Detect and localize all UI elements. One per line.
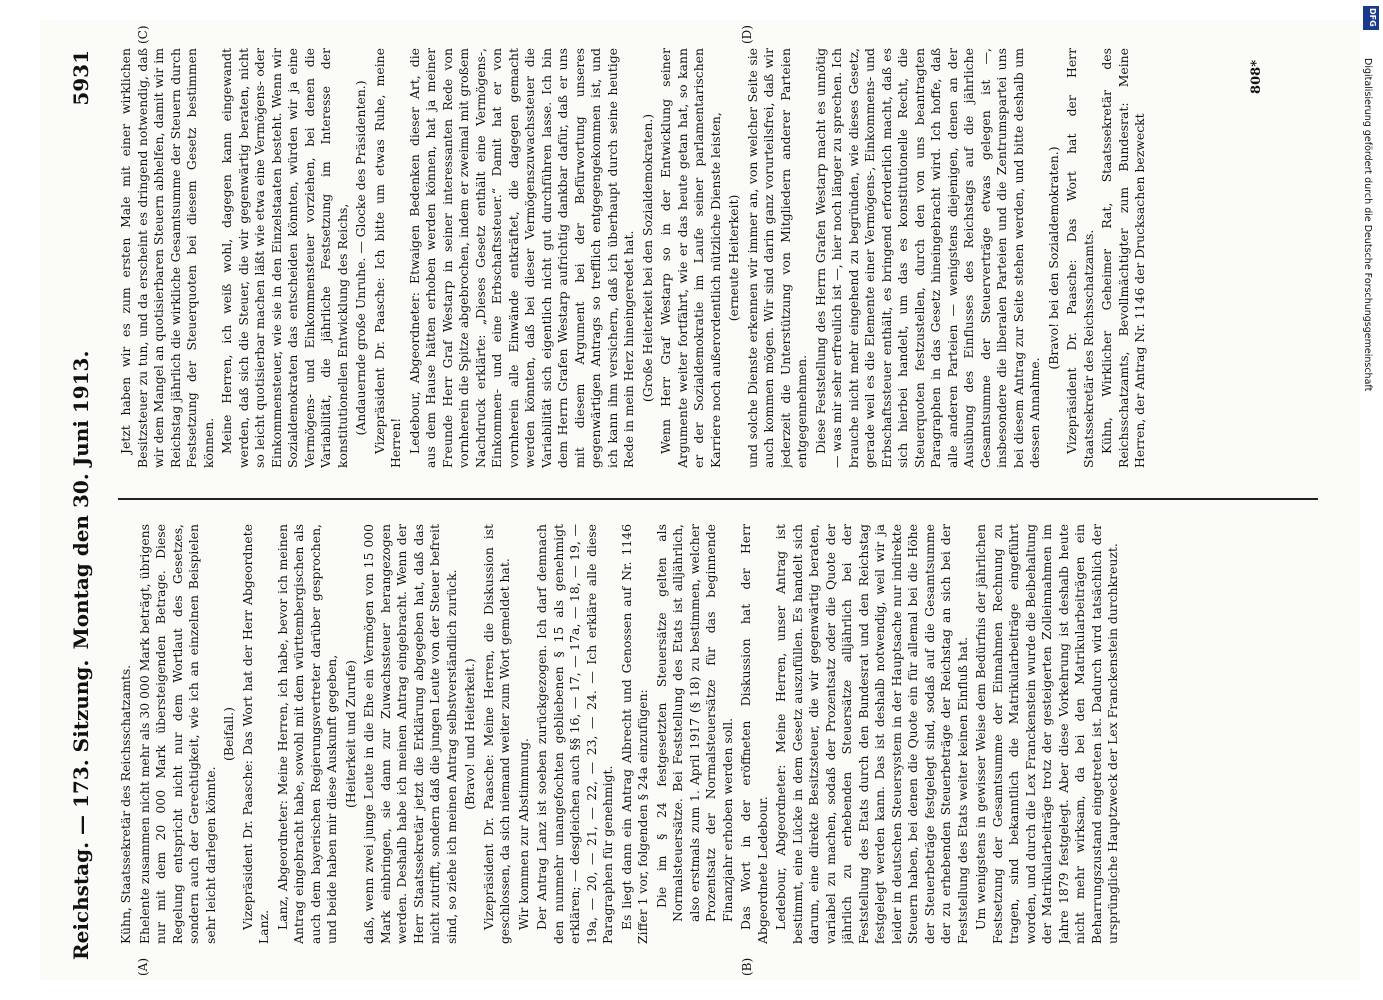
paragraph: und solche Dienste erkennen wir immer an, von welcher Seite sie auch kommen mögen. Wir sind darin ganz vorurteilsfrei, daß wir jederzeit die Unterstützung von Mitgliedern anderer Parteien entgegennehmen. bbox=[744, 48, 809, 468]
interjection: (Bravo! und Heiterkeit.) bbox=[462, 658, 477, 810]
paragraph: Vizepräsident Dr. Paasche: Das Wort hat der Herr Staatssekretär des Reichsschatzamts. bbox=[1064, 48, 1096, 468]
right-column bbox=[118, 48, 1338, 468]
margin-mark-d: (D) bbox=[740, 25, 754, 44]
margin-mark-c: (C) bbox=[136, 25, 150, 44]
interjection: (Andauernde große Unruhe. — Glocke des Präsidenten.) bbox=[353, 80, 368, 436]
paragraph: Wenn Herr Graf Westarp so in der Entwicklung seiner Argumente weiter fortfährt, wie er das heute getan hat, so kann er der Sozialdemokratie im Laufe seiner parlamentarischen Karriere noch außerordentlich nützliche Dienste leisten, bbox=[658, 48, 723, 468]
paragraph: Um wenigstens in gewisser Weise dem Bedürfnis der jährlichen Festsetzung der Gesamtsumme der Einnahmen Rechnung zu tragen, sind bekanntlich die Matrikularbeiträge eingeführt worden, und durch die Lex Franckenstein wurde die Beibehaltung der Matrikularbeiträge trotz der gesteigerten Zolleinnahmen im Jahre 1879 festgelegt. Aber diese Vorkehrung ist deshalb heute nicht mehr wirksam, da bei den Matrikularbeiträgen ein Beharrungszustand eingetreten ist. Dadurch wird tatsächlich der ursprüngliche Hauptzweck der Lex Franckenstein durchkreuzt. bbox=[973, 524, 1120, 944]
running-head-left: Reichstag. — 173. Sitzung. bbox=[69, 659, 93, 960]
scanned-page bbox=[40, 20, 1360, 980]
interjection: (Bravo! bei den Sozialdemokraten.) bbox=[1045, 146, 1061, 370]
dfg-logo-text: DFG bbox=[1368, 8, 1377, 27]
speaker-line: Kühn, Staatssekretär des Reichsschatzamts. bbox=[118, 664, 133, 944]
interjection: (Beifall.) bbox=[221, 707, 236, 761]
interjection: (erneute Heiterkeit) bbox=[726, 194, 741, 322]
paragraph: Der Antrag Lanz ist soeben zurückgezogen. Ich darf demnach den nunmehr unangefochten gebliebenen § 15 als genehmigt erklären; — desgleichen auch §§ 16, — 17, — 17a, — 18, — 19, — 19a, — 20, — 21, — 22, — 23, — 24. — Ich erkläre alle diese Paragraphen für genehmigt. bbox=[534, 524, 615, 944]
paragraph: Vizepräsident Dr. Paasche: Meine Herren, die Diskussion ist geschlossen, da sich niemand weiter zum Wort gemeldet hat. bbox=[480, 524, 512, 944]
page-number: 5931 bbox=[69, 50, 93, 106]
interjection: (Große Heiterkeit bei den Sozialdemokraten.) bbox=[639, 113, 655, 403]
paragraph: Wir kommen zur Abstimmung. bbox=[515, 738, 531, 930]
paragraph: Vizepräsident Dr. Paasche: Ich bitte um etwas Ruhe, meine Herren! bbox=[371, 48, 403, 468]
paragraph: Ledebour, Abgeordneter: Meine Herren, unser Antrag ist bestimmt, eine Lücke in dem Gesetz auszufüllen. Es handelt sich darum, eine direkte Besitzsteuer, die wir gegenwärtig beraten, variabel zu machen, sodaß der Prozentsatz oder die Quote der jährlich zu erhebenden Steuersätze alljährlich bei der Feststellung des Etats durch den Bundesrat und den Reichstag festgelegt werden kann. Das ist deshalb notwendig, weil wir ja leider in deutschen Steuersystem in der Hauptsache nur indirekte Steuern haben, bei denen die Quote ein für allemal bei die Höhe der Steuerbeträge festgelegt sind, sodaß auf die Gesamtsumme der zu erhebenden Steuerbeträge der Reichstag an sich bei der Feststellung des Etats weiter keinen Einfluß hat. bbox=[773, 524, 970, 944]
paragraph: Das Wort in der eröffneten Diskussion hat der Herr Abgeordnete Ledebour. bbox=[738, 524, 770, 944]
margin-mark-a: (A) bbox=[136, 957, 150, 976]
paragraph: Jetzt haben wir es zum ersten Male mit einer wirklichen Besitzsteuer zu tun, und da erscheint es dringend notwendig, daß wir dem Mangel an quotisierbaren Steuern abhelfen, damit wir im Reichstag jährlich die wirkliche Gesamtsumme der Steuern durch Festsetzung der Steuerquoten bei diesem Gesetz bestimmen können. bbox=[118, 48, 216, 468]
paragraph: Vizepräsident Dr. Paasche: Das Wort hat der Herr Abgeordnete Lanz. bbox=[239, 524, 271, 944]
signature-mark: 808* bbox=[1249, 60, 1264, 94]
margin-mark-b: (B) bbox=[740, 957, 754, 976]
digitization-note-text: Digitalisierung gefördert durch die Deutsche Forschungsgemeinschaft bbox=[1362, 58, 1373, 392]
paragraph: Meine Herren, ich weiß wohl, dagegen kann eingewandt werden, daß sich die Steuer, die wir gegenwärtig beraten, nicht so leicht quotisierbar machen läßt wie etwa eine Vermögens- oder Einkommensteuer, wie sie in den Einzelstaaten besteht. Wenn wir Sozialdemokraten das entscheiden könnten, würden wir ja eine Vermögens- und Einkommensteuer vorziehen, bei denen die Variabilität, die jährliche Festsetzung im Interesse der konstitutionellen Entwicklung des Reichs, bbox=[219, 48, 350, 468]
paragraph: Es liegt dann ein Antrag Albrecht und Genossen auf Nr. 1146 Ziffer 1 vor, folgenden § 24a einzufügen: bbox=[618, 524, 650, 944]
digitization-note bbox=[1361, 18, 1377, 978]
paragraph: Ledebour, Abgeordneter: Etwaigen Bedenken dieser Art, die aus dem Hause hätten erhoben werden können, hat ja meiner Freunde Herr Graf Westarp in seiner interessanten Rede von vornherein die Spitze abgebrochen, indem er zweimal mit großem Nachdruck erklärte: „Dieses Gesetz enthält eine Vermögens-, Einkommen- und eine Erbschaftssteuer.“ Damit hat er von vornherein alle Einwände entkräftet, die dagegen gemacht werden könnten, daß bei dieser Vermögenszuwachssteuer die Variabilität sich eigentlich nicht gut durchführen lasse. Ich bin dem Herrn Grafen Westarp aufrichtig dankbar dafür, daß er uns mit diesem Argument bei der Befürwortung unseres gegenwärtigen Antrags so trefflich entgegengekommen ist, und ich kann ihm versichern, daß ich überhaupt durch seine heutige Rede in mein Herz hineingeredet hat. bbox=[406, 48, 636, 468]
paragraph: Lanz, Abgeordneter: Meine Herren, ich habe, bevor ich meinen Antrag eingebracht habe, sowohl mit dem württembergischen als auch dem bayerischen Regierungsvertreter darüber gesprochen, und beide haben mir diese Auskunft gegeben, bbox=[274, 524, 339, 944]
quoted-motion: Die im § 24 festgesetzten Steuersätze gelten als Normalsteuersätze. Bei Feststellung des Etats ist alljährlich, also erstmals zum 1. April 1917 (§ 18) zu bestimmen, welcher Prozentsatz der Normalsteuersätze für das beginnende Finanzjahr erhoben werden soll. bbox=[653, 524, 735, 922]
rotated-page-content bbox=[40, 20, 1360, 980]
left-column bbox=[118, 524, 1338, 944]
paragraph: Diese Feststellung des Herrn Grafen Westarp macht es unnötig — was mir sehr erfreulich ist —, hier noch länger zu sprechen. Ich brauche nicht mehr eingehend zu begründen, wie dieses Gesetz, gerade weil es die Elemente einer Vermögens-, Einkommens- und Erbschaftssteuer enthält, es bringend erforderlich macht, daß es sich hierbei handelt, um das es konstitutionelle Recht, die Steuerquoten festzustellen, durch den von uns beantragten Paragraphen in das Gesetz hineingebracht wird. Ich hoffe, daß alle anderen Parteien — wenigstens diejenigen, denen an der Ausübung des Einflusses des Reichstags auf die jährliche Gesamtsumme der Steuerverträge etwas gelegen ist —, insbesondere die liberalen Parteien und die Zentrumspartei uns bei diesem Antrag zur Seite stehen werden, und bitte deshalb um dessen Annahme. bbox=[812, 48, 1042, 468]
column-divider bbox=[118, 498, 1318, 500]
interjection: (Heiterkeit und Zurufe) bbox=[342, 660, 358, 808]
paragraph: Ehelente zusammen nicht mehr als 30 000 Mark beträgt, übrigens nur mit dem 20 000 Mark übersteigenden Betrage. Diese Regelung entspricht nicht nur dem Wortlaut des Gesetzes, sondern auch der Gerechtigkeit, wie ich an einzelnen Beispielen sehr leicht darlegen könnte. bbox=[136, 524, 218, 944]
paragraph: daß, wenn zwei junge Leute in die Ehe ein Vermögen von 15 000 Mark einbringen, sie dann zur Zuwachssteuer herangezogen werden. Deshalb habe ich meinen Antrag eingebracht. Wenn der Herr Staatssekretär jetzt die Erklärung abgegeben hat, daß das nicht zutrifft, sondern daß die jungen Leute von der Steuer befreit sind, so ziehe ich meinen Antrag selbstverständlich zurück. bbox=[361, 524, 459, 944]
paragraph: Kühn, Wirklicher Geheimer Rat, Staatssekretär des Reichsschatzamts, Bevollmächtigter zum Bundesrat: Meine Herren, der Antrag Nr. 1146 der Drucksachen bezweckt bbox=[1099, 48, 1147, 468]
running-head-date: Montag den 30. Juni 1913. bbox=[69, 350, 93, 650]
